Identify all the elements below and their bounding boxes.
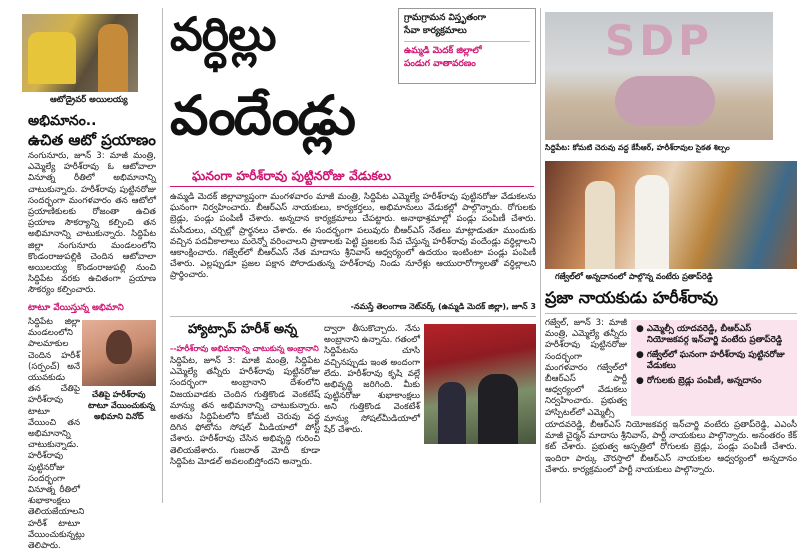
right-divider [545, 313, 797, 314]
leader-figure [635, 175, 669, 269]
center-column [166, 0, 536, 508]
selfie-photo [424, 324, 536, 444]
bullet-item-1 [636, 324, 792, 346]
column-divider-left [162, 8, 163, 503]
center-divider [170, 316, 536, 317]
sand-photo-caption: సిద్దిపేట: కోమటి చెరువు వద్ద కేసీఆర్, హరీశ్‌రావుల సైకత శిల్పం [545, 143, 730, 152]
left-headline-1: అభిమానం.. [28, 113, 97, 129]
right-article-body: గజ్వేల్, జూన్ 3: మాజీ మంత్రి, ఎమ్మెల్యే తన్నీరు హరీశ్‌రావు పుట్టినరోజు సందర్భంగా మంగళవారం గజ్వేల్‌లో బీఆర్ఎస్ పార్టీ ఆధ్వర్యంలో వేడుకలు నిర్వహించారు. ప్రభుత్వ హాస్పిటల్‌లో ఎమ్మెల్సీ [545, 318, 627, 418]
bullet-dot-icon: ● [636, 350, 644, 360]
tattoo-photo [82, 320, 156, 386]
highlight-line-3: ఉమ్మడి మెదక్ జిల్లాలో [404, 46, 482, 56]
subheadline-underline [170, 186, 534, 187]
main-article-byline: -నమస్తే తెలంగాణ నెట్‌వర్క్ (ఉమ్మడి మెదక్ జిల్లా), జూన్ 3 [350, 302, 536, 311]
server-figure [585, 181, 615, 269]
left-column [0, 0, 160, 552]
auto-rickshaw-shape [28, 32, 76, 84]
hatsoff-byline: --హరీశ్‌రావు అభిమానాన్ని చాటుకున్న అంబ్రానాని [170, 344, 319, 353]
main-article-body: ఉమ్మడి మెదక్ జిల్లావ్యాప్తంగా మంగళవారం మాజీ మంత్రి, సిద్దిపేట ఎమ్మెల్యే హరీశ్‌రావు పుట్టినరోజు వేడుకలను ఘనంగా నిర్వహించారు. బీఆర్ఎస్ నాయకులు, కార్యకర్తలు, అభిమానులు వేడుకల్లో పాల్గొన్నారు. రోగులకు బ్రెడ్లు, పండ్లు పంపిణీ చేశారు. అన్నదాన కార్యక్రమాలు చేపట్టారు. అనాథాశ్రమాల్లో పండ్లు పంపిణీ చేశారు. మసీదులు, చర్చిల్లో ప్రార్థనలు చేశారు. ఈ సందర్భంగా పలువురు బీఆర్ఎస్ నేతలు మాట్లాడుతూ ముందుకు వచ్చిన పదవీకాలాలు మరెన్నో వరించాలని ప్రాణాలకు పెట్టి ప్రజలకు సేవ చేస్తున్న హరీశ్‌రావు వందేండ్లు వర్ధిల్లాలని ఆకాంక్షించారు. గజ్వేల్‌లో బీఆర్ఎస్ నేత మాదాసు శ్రీనివాస్ ఆధ్వర్యంలో ఉదయం ఇంటింటా పండ్లు పంపిణీ చేశారు. ఎల్లప్పుడూ ప్రజల పక్షాన పోరాడుతున్న హరీశ్‌రావు నిండు నూరేళ్లు ఆయురారోగ్యాలతో వర్ధిల్లాలని ప్రార్థించారు. [170, 192, 536, 281]
hatsoff-body-3 [424, 448, 536, 504]
tattoo-caption-1: చేతిపై హరీశ్‌రావు [92, 390, 146, 399]
tattoo-subhead: టాటూ వేయిస్తున్న అభిమాని [28, 303, 124, 313]
left-headline-2: ఉచిత ఆటో ప్రయాణం [28, 131, 156, 149]
tattoo-portrait [106, 330, 132, 364]
person-2 [478, 374, 518, 444]
bullet-text-1: ఎమ్మెల్సీ యాదవరెడ్డి, బీఆర్ఎస్ నియోజకవర్గ ఇన్‌చార్జి వంటేరు ప్రతాప్‌రెడ్డి [646, 324, 783, 345]
tattoo-caption-2: టాటూ వేయించుకున్న [88, 401, 155, 410]
bullet-item-2 [636, 350, 792, 372]
right-headline: ప్రజా నాయకుడు హరీశ్‌రావు [545, 288, 718, 307]
bullet-text-2: గజ్వేల్‌లో ఘనంగా హరీశ్‌రావు పుట్టినరోజు వేడుకలు [646, 350, 785, 371]
main-headline-1: వర్ధిల్లు [170, 7, 276, 61]
left-article-body: నంగునూరు, జూన్ 3: మాజీ మంత్రి, ఎమ్మెల్యే హరీశ్‌రావు ఓ ఆటోవాలా వినూత్న రీతిలో అభిమానాన్ని చాటుకున్నారు. హరీశ్‌రావు పుట్టినరోజు సందర్భంగా మంగళవారం తన ఆటోలో ప్రయాణికులకు రోజంతా ఉచిత ప్రయాణ సౌకర్యాన్ని కల్పించి తన అభిమానాన్ని చాటుకున్నారు. సిద్దిపేట జిల్లా నంగునూరు మండలంలోని కొండంరాజుపల్లికి చెందిన ఆటోవాలా అయిలయ్య కొండంరాజుపల్లి నుంచి సిద్దిపేట వరకు ఉచితంగా ప్రయాణ సౌకర్యం కల్పించారు. [28, 151, 156, 296]
bullet-box [631, 320, 797, 416]
highlight-box [398, 8, 536, 84]
main-subheadline: ఘనంగా హరీశ్‌రావు పుట్టినరోజు వేడుకలు [192, 168, 392, 183]
photo-caption: ఆటోడ్రైవర్ అయిలయ్య [50, 95, 128, 105]
main-headline-2: వందేండ్లు [170, 84, 354, 147]
hatsoff-headline: హ్యాట్సాప్ హరీశ్ అన్న [188, 322, 298, 337]
sand-sculpture-photo [545, 12, 773, 140]
highlight-line-4: పండుగ వాతావరణం [404, 59, 476, 69]
bullet-dot-icon: ● [636, 324, 644, 334]
sculpture-faces [615, 76, 715, 126]
hatsoff-body-2: ద్వారా తీసుకొచ్చారు. నేను అంబ్రానాని ఉన్నాను. గతంలో సిద్దిపేటను చూసి వచ్చినప్పుడు ఇంత అందంగా లేదు. హరీశ్‌రావు కృషి వల్లే అభివృద్ధి జరిగింది. మీకు పుట్టినరోజు శుభాకాంక్షలు అని గుత్తికొండ వెంకటేశ్ మాన్యు సోషల్‌మీడియాలో షేర్ చేశారు. [324, 324, 420, 435]
column-divider-right [540, 8, 541, 503]
right-column [545, 0, 797, 508]
tattoo-caption-3: అభిమాని వినోద్ [94, 412, 144, 421]
bullet-dot-icon: ● [636, 376, 644, 386]
highlight-line-2: సేవా కార్యక్రమాలు [404, 26, 467, 36]
bullet-item-3 [636, 376, 792, 387]
bullet-text-3: రోగులకు బ్రెడ్లు పంపిణీ, అన్నదానం [646, 376, 762, 386]
left-article-body-2: సిద్దిపేట జిల్లా మండలంలోని పాలమాకుల చెందిన హరీశ్ (సర్పంచ్) అనే యువకుడు తన చేతిపై హరీశ్‌రావు టాటూ వేయించి తన అభిమానాన్ని చాటుకున్నాడు. హరీశ్‌రావు పుట్టినరోజు సందర్భంగా వినూత్న రీతిలో శుభాకాంక్షలు తెలియజేయాలని హరీశ్ టాటూ వేయించుకున్నట్లు తెలిపారు. [28, 317, 85, 552]
annadanam-photo [545, 161, 797, 269]
auto-driver-photo [22, 14, 138, 92]
driver-figure [98, 24, 128, 92]
right-article-body-bottom: యాదవరెడ్డి, బీఆర్ఎస్ నియోజకవర్గ ఇన్‌చార్జి వంటేరు ప్రతాప్‌రెడ్డి, ఎఎంసీ మాజీ చైర్మన్ మాదాసు శ్రీనివాస్, పార్టీ నాయకులు పాల్గొన్నారు. అనంతరం కేక్ కట్ చేశారు. ప్రభుత్వ ఆస్పత్రిలో రోగులకు బ్రెడ్లు, పండ్లు పంపిణీ చేశారు. ఇందిరా పార్కు చౌరస్తాలో బీఆర్ఎస్ నాయకుల ఆధ్వర్యంలో అన్నదానం చేశారు. కార్యక్రమంలో పార్టీ నాయకులు పాల్గొన్నారు. [545, 420, 797, 475]
highlight-line-1: గ్రామగ్రామన విస్తృతంగా [404, 13, 486, 23]
hatsoff-body-1: సిద్దిపేట, జూన్ 3: మాజీ మంత్రి, సిద్దిపేట ఎమ్మెల్యే తన్నీరు హరీశ్‌రావు పుట్టినరోజు సందర్భంగా అంబ్రానాని దేశంలోని విజయవాడకు చెందిన గుత్తికొండ వెంకటేష్ మాన్యు తన అభిమానాన్ని చాటుకున్నారు. అతను సిద్దిపేటలోని కోమటి చెరువు వద్ద దిగిన ఫోటోను సోషల్ మీడియాలో పోస్ట్ చేశారు. హరీశ్‌రావు చేసిన అభివృద్ధి గురించి తెలియజేశారు. గుజరాత్ మోదీ కూడా సిద్దిపేట మోడల్ అవలంబిస్తోందని అన్నారు. [170, 356, 320, 467]
person-1 [438, 382, 466, 444]
sdp-sculpture-letters: SDP [605, 16, 713, 65]
highlight-divider [404, 41, 530, 42]
annadanam-caption: గజ్వేల్‌లో అన్నదానంలో పాల్గొన్న వంటేరు ప్రతాప్‌రెడ్డి [555, 272, 713, 281]
left-article-body-3 [82, 424, 156, 503]
